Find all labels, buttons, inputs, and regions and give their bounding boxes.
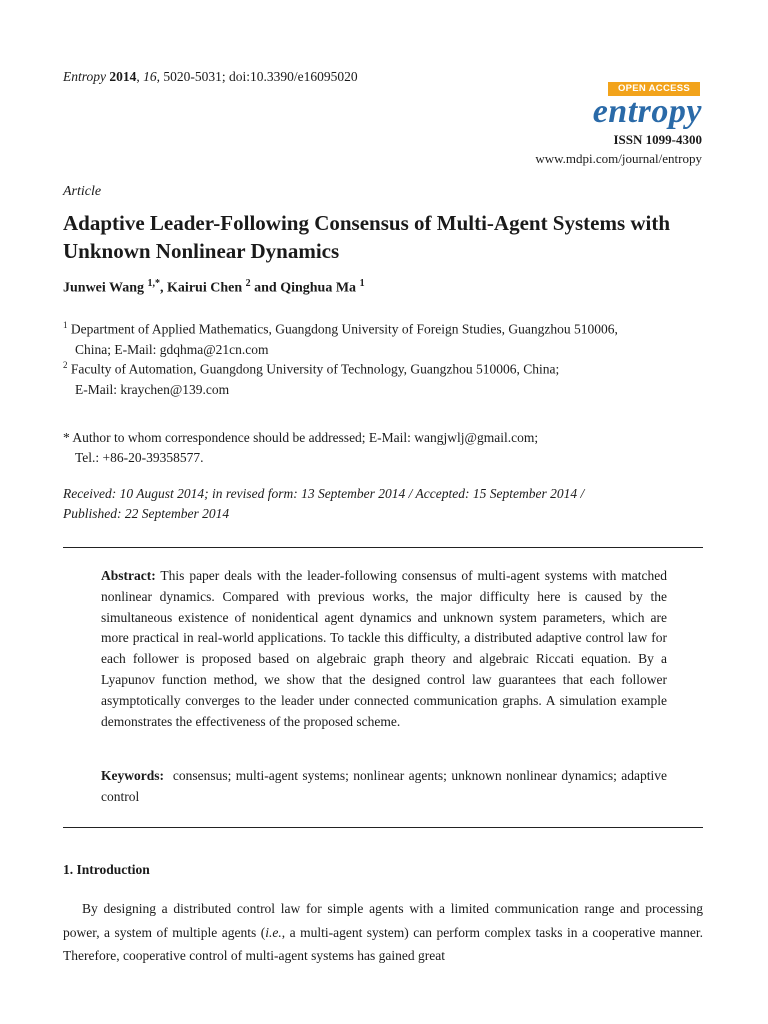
dates-line: Received: 10 August 2014; in revised form: 13 September 2014 / Accepted: 15 September 2014 / (63, 486, 585, 501)
paper-title: Adaptive Leader-Following Consensus of Multi-Agent Systems with Unknown Nonlinear Dynamics (63, 211, 671, 263)
publication-dates (63, 484, 723, 524)
author-name: Qinghua Ma (280, 280, 357, 296)
intro-text-italic: i.e. (265, 924, 282, 940)
affiliation-2 (63, 355, 723, 400)
journal-year: 2014 (109, 69, 137, 84)
correspondence-note (63, 428, 723, 468)
journal-website-link[interactable]: www.mdpi.com/journal/entropy (535, 151, 702, 166)
journal-logo: entropy (592, 93, 702, 130)
correspondence-line: Tel.: +86-20-39358577. (75, 450, 204, 465)
abstract (101, 566, 667, 732)
author-list (63, 278, 365, 297)
affiliation-1 (63, 315, 723, 360)
keywords-text: consensus; multi-agent systems; nonlinear agents; unknown nonlinear dynamics; adaptive control (101, 768, 668, 804)
abstract-text: This paper deals with the leader-following consensus of multi-agent systems with matched nonlinear dynamics. Compared with previous works, the major difficulty here is caused by the simultaneous existence of nonidentical agent dynamics and unknown system parameters, which are more practical in real-world applications. To tackle this difficulty, a distributed adaptive control law for each follower is proposed based on algebraic graph theory and algebraic Riccati equation. By a Lyapunov function method, we show that the designed control law guarantees that each follower asymptotically converges to the leader under connected communication graphs. A simulation example demonstrates the effectiveness of the proposed scheme. (101, 568, 667, 729)
author-affiliation-mark: 2 (245, 278, 251, 289)
dates-line: Published: 22 September 2014 (63, 506, 230, 521)
author-name: Kairui Chen (167, 280, 243, 296)
affiliation-text: Faculty of Automation, Guangdong University of Technology, Guangzhou 510006, China; (70, 361, 560, 377)
section-heading: 1. Introduction (63, 862, 150, 877)
author-separator: , (160, 280, 168, 296)
journal-name: Entropy (63, 69, 106, 84)
abstract-label: Abstract: (101, 568, 156, 583)
affiliation-number: 1 (63, 320, 68, 330)
divider-bottom (63, 827, 703, 828)
intro-paragraph (63, 897, 703, 968)
author-separator: and (250, 280, 281, 296)
author-affiliation-mark: 1, (147, 278, 156, 289)
corresponding-author-mark: * (155, 278, 161, 289)
article-type: Article (63, 184, 102, 199)
intro-text: By designing a distributed control law for simple agents with a limited communication range and processing power, a system of multiple agents ( (63, 901, 703, 940)
intro-text: , a multi-agent system) can perform complex tasks in a cooperative manner. Therefore, cooperative control of multi-agent systems has gained great (63, 924, 703, 963)
correspondence-line: * Author to whom correspondence should be addressed; E-Mail: wangjwlj@gmail.com; (63, 430, 539, 445)
affiliation-text: E-Mail: kraychen@139.com (75, 381, 230, 397)
author-name: Junwei Wang (63, 280, 145, 296)
keywords-label: Keywords: (101, 768, 164, 783)
keywords (101, 766, 667, 808)
divider-top (63, 547, 703, 548)
issn: ISSN 1099-4300 (613, 132, 702, 147)
open-access-badge: OPEN ACCESS (608, 82, 700, 96)
pages-doi: 5020-5031; doi:10.3390/e16095020 (163, 69, 358, 84)
affiliation-text: China; E-Mail: gdqhma@21cn.com (75, 341, 269, 357)
author-affiliation-mark: 1 (359, 278, 365, 289)
journal-volume: 16 (143, 69, 157, 84)
affiliation-text: Department of Applied Mathematics, Guangdong University of Foreign Studies, Guangzhou 510006, (70, 321, 618, 337)
citation-line: Entropy 2014, 16, 5020-5031; doi:10.3390/e16095020 (63, 69, 358, 84)
affiliation-number: 2 (63, 360, 68, 370)
